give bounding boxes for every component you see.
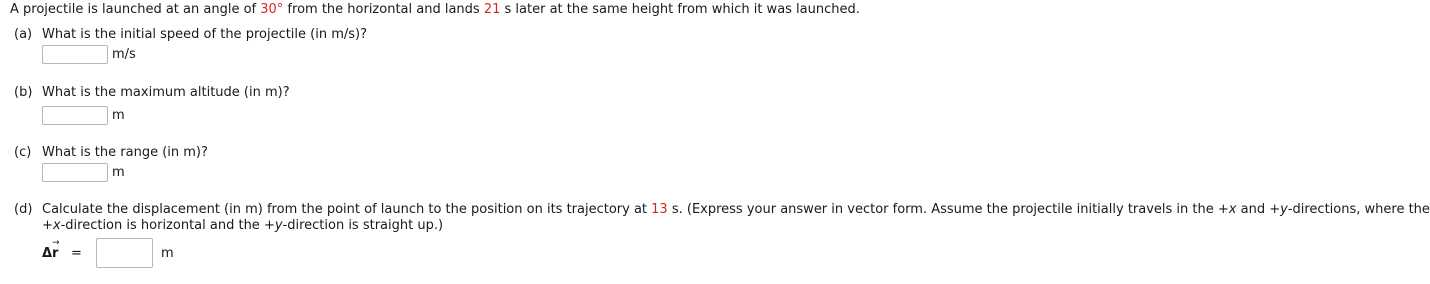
part-b-answer-input[interactable]: [42, 106, 108, 125]
part-d-time-value: 13: [651, 202, 668, 217]
part-c-unit: m: [112, 165, 125, 180]
part-d-unit: m: [161, 246, 174, 261]
part-d-label: (d): [14, 202, 33, 217]
part-c-answer-input[interactable]: [42, 163, 108, 182]
part-a-answer-input[interactable]: [42, 45, 108, 64]
part-c-label: (c): [14, 145, 32, 160]
intro-text: s later at the same height from which it was launched.: [500, 2, 860, 17]
intro-text: A projectile is launched at an angle of: [10, 2, 261, 17]
part-d-text: Calculate the displacement (in m) from the point of launch to the position on its trajectory at: [42, 202, 652, 217]
part-b-label: (b): [14, 85, 33, 100]
problem-statement: [10, 2, 860, 17]
part-a-text: What is the initial speed of the projectile (in m/s)?: [42, 27, 368, 42]
part-d-text: -direction is straight up.): [282, 218, 444, 233]
part-b-text: What is the maximum altitude (in m)?: [42, 85, 290, 100]
part-a-question: [14, 27, 367, 42]
plus-x-text: +x: [42, 218, 61, 233]
part-b-question: [14, 85, 290, 100]
part-a-label: (a): [14, 27, 33, 42]
part-d-question-line2: [42, 218, 443, 233]
part-d-text: -directions, where the: [1287, 202, 1430, 217]
part-d-answer-input[interactable]: [96, 238, 153, 268]
part-d-text: -direction is horizontal and the: [60, 218, 264, 233]
part-d-text: and: [1236, 202, 1270, 217]
part-a-unit: m/s: [112, 47, 136, 62]
time-value: 21: [483, 2, 501, 17]
plus-x-text: +x: [1217, 202, 1237, 217]
intro-text: from the horizontal and lands: [283, 2, 484, 17]
part-d-text: s. (Express your answer in vector form. Assume the projectile initially travels in the: [667, 202, 1218, 217]
vector-arrow-icon: →: [52, 238, 60, 248]
part-c-text: What is the range (in m)?: [42, 145, 208, 160]
displacement-vector-symbol: Δr: [42, 246, 59, 261]
part-c-question: [14, 145, 208, 160]
equals-sign: =: [71, 246, 82, 261]
plus-y-text: +y: [263, 218, 283, 233]
part-b-unit: m: [112, 108, 125, 123]
part-d-question-line1: [14, 202, 1430, 217]
angle-value: 30°: [260, 2, 284, 17]
plus-y-text: +y: [1269, 202, 1288, 217]
